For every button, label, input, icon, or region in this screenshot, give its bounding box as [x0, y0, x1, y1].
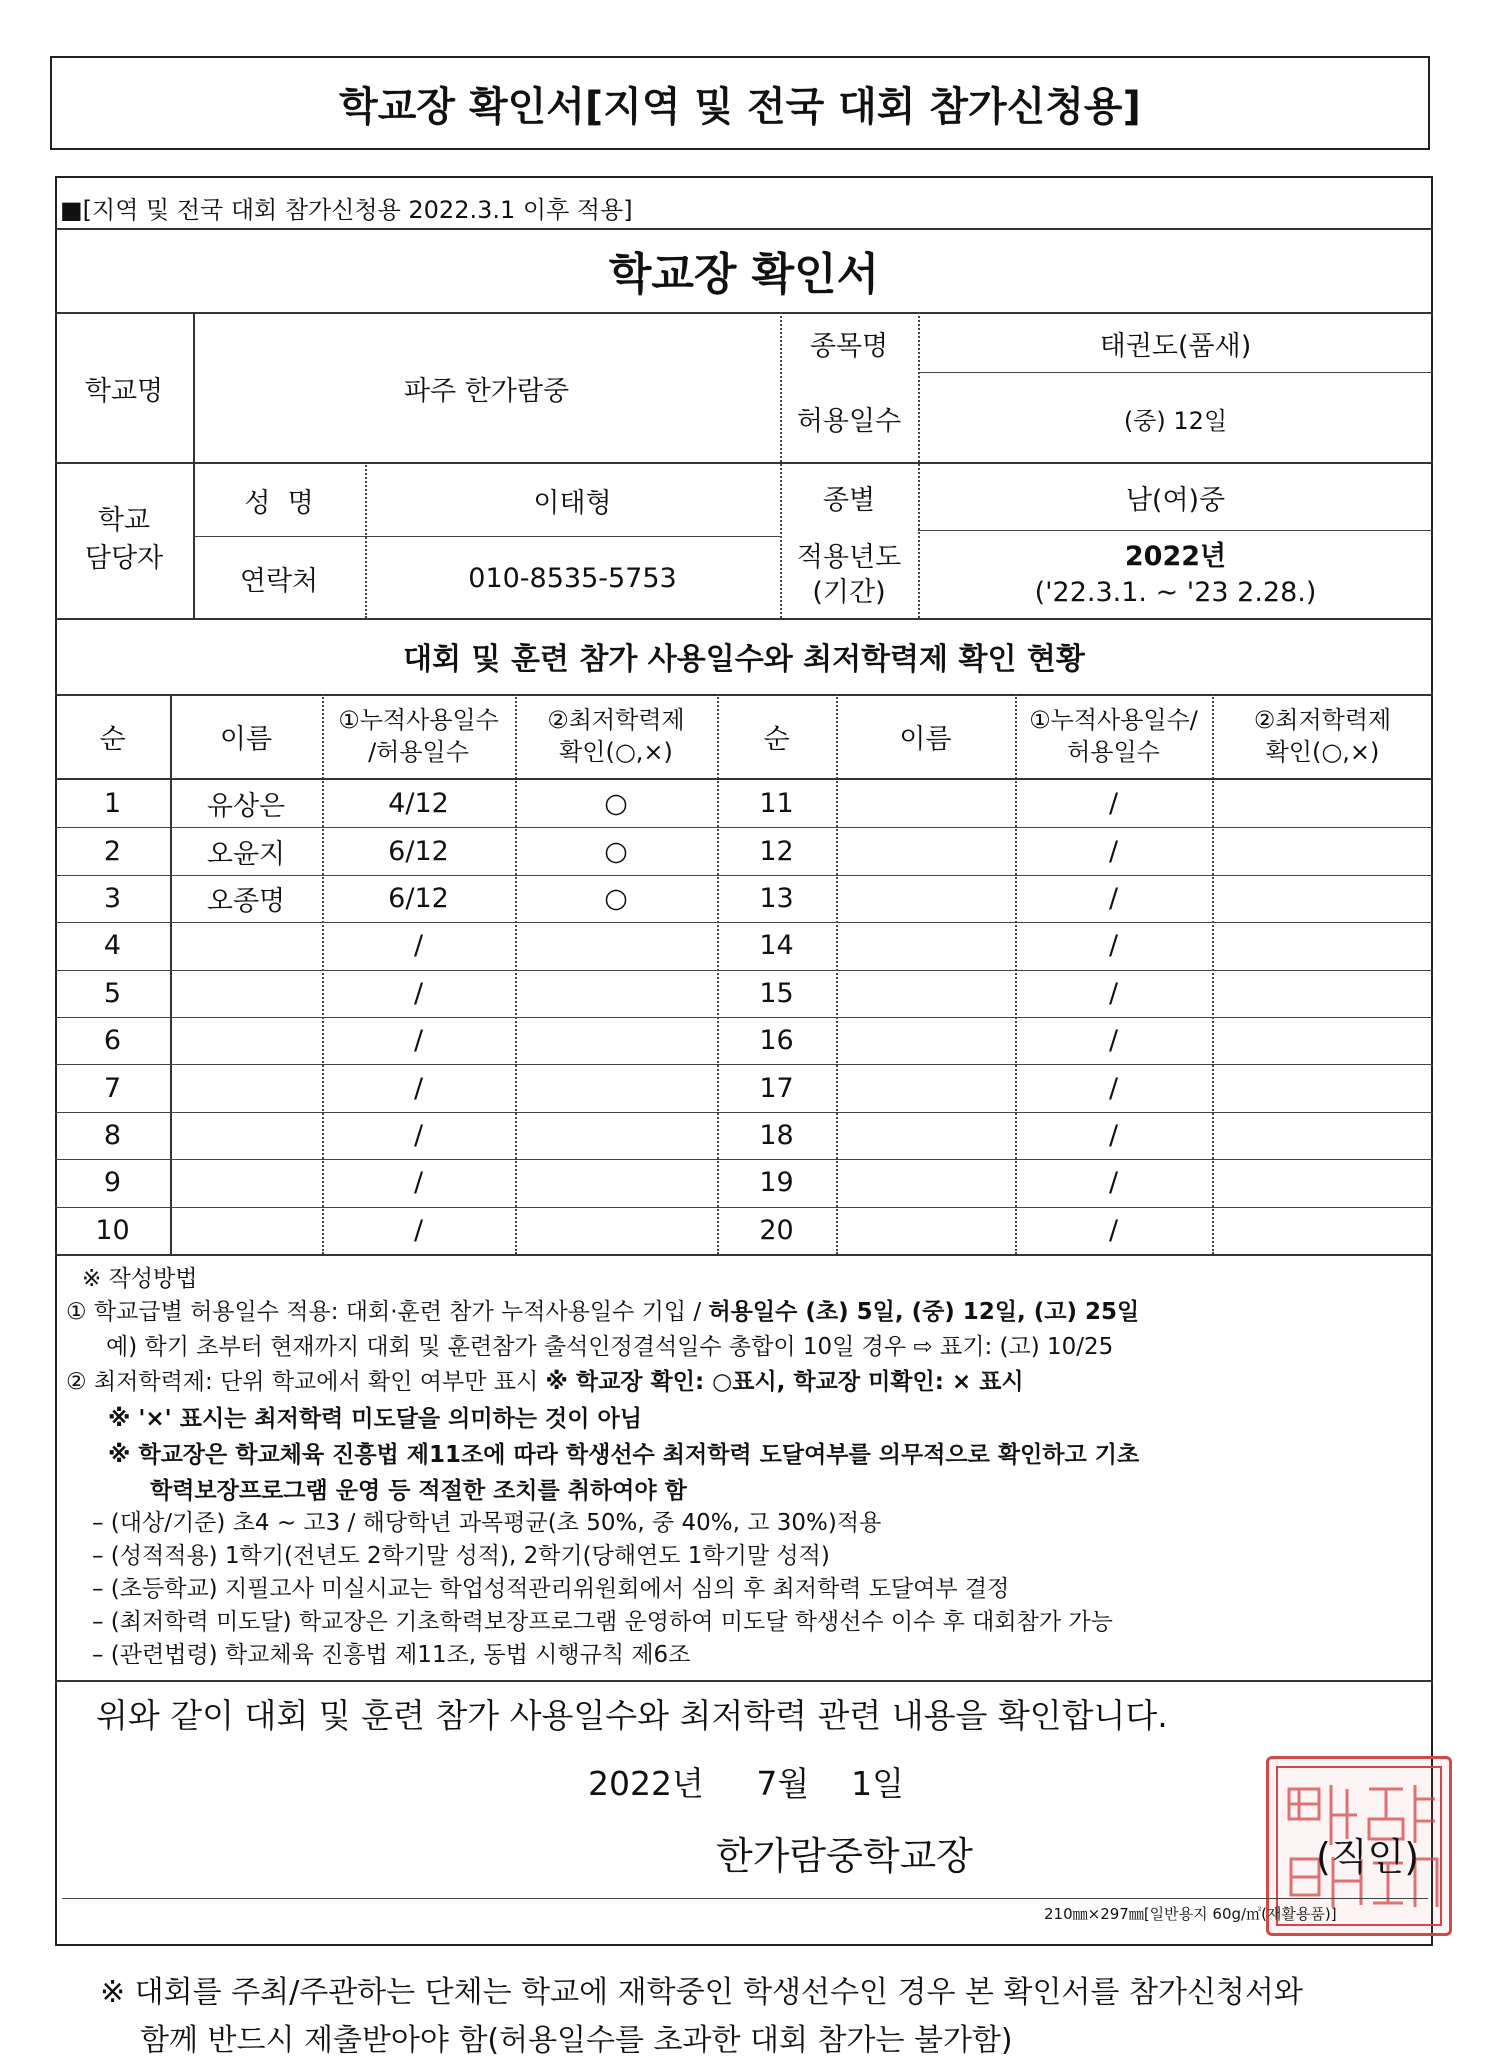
table-cell-left-name [170, 1064, 322, 1111]
table-cell-left-name [170, 1017, 322, 1064]
table-cell-right-no: 16 [759, 1025, 794, 1057]
year-value-line2: ('22.3.1. ~ '23 2.28.) [1034, 577, 1317, 608]
gender-value: 남(여)중 [1125, 484, 1226, 516]
table-cell-right-no: 11 [759, 788, 794, 820]
notes-heading: ※ 작성방법 [82, 1266, 198, 1292]
col-no-left: 순 [99, 723, 126, 755]
table-cell-left-check [515, 1207, 717, 1254]
manager-label-line1: 학교 [97, 505, 151, 537]
table-cell-right-name [836, 1112, 1015, 1159]
table-cell-left-no: 5 [103, 977, 122, 1009]
table-cell-left-no: 7 [103, 1072, 122, 1104]
table-cell-left-name [170, 1112, 322, 1159]
table-cell-right-days: / [1108, 882, 1119, 914]
contact-value: 010-8535-5753 [468, 562, 677, 594]
contact-label: 연락처 [239, 565, 319, 597]
table-cell-left-no: 9 [103, 1167, 122, 1199]
table-cell-right-check [1212, 1207, 1433, 1254]
table-cell-right-check [1212, 1017, 1433, 1064]
table-cell-right-days: / [1108, 1214, 1119, 1246]
school-label: 학교명 [84, 375, 164, 407]
table-cell-right-no: 13 [759, 882, 794, 914]
table-cell-left-check [515, 922, 717, 969]
notice-tag: ■[지역 및 전국 대회 참가신청용 2022.3.1 이후 적용] [60, 196, 633, 224]
table-cell-left-name [170, 970, 322, 1017]
table-cell-right-no: 19 [759, 1167, 794, 1199]
table-cell-right-name [836, 1017, 1015, 1064]
footer-note-2: 함께 반드시 제출받아야 함(허용일수를 초과한 대회 참가는 불가함) [140, 2023, 1013, 2058]
sport-label: 종목명 [809, 330, 889, 362]
table-cell-left-no: 2 [103, 835, 122, 867]
table-cell-left-days: 4/12 [388, 788, 449, 820]
table-cell-right-no: 15 [759, 977, 794, 1009]
col-days-left-line2: /허용일수 [368, 738, 469, 766]
principal-name: 한가람중학교장 [716, 1834, 973, 1878]
note-4: ※ '×' 표시는 최저학력 미도달을 의미하는 것이 아님 [108, 1406, 642, 1432]
note-3-text: ② 최저학력제: 단위 학교에서 확인 여부만 표시 [66, 1369, 546, 1395]
sign-date-day: 1일 [851, 1764, 905, 1803]
col-acad-right-line1: ②최저학력제 [1253, 705, 1392, 734]
col-name-right: 이름 [899, 723, 952, 755]
year-label-line2: (기간) [812, 577, 886, 608]
col-days-right-line2: 허용일수 [1067, 738, 1160, 766]
sign-date-month: 7월 [756, 1764, 810, 1803]
table-cell-right-no: 18 [759, 1119, 794, 1151]
table-cell-left-check [515, 1159, 717, 1206]
col-days-right [1015, 696, 1212, 776]
table-cell-left-days: 6/12 [388, 882, 449, 914]
table-caption: 대회 및 훈련 참가 사용일수와 최저학력제 확인 현황 [403, 642, 1085, 677]
note-1 [66, 1301, 1139, 1324]
note-10: – (최저학력 미도달) 학교장은 기초학력보장프로그램 운영하여 미도달 학생선수 이수 후 대회참가 가능 [92, 1609, 1113, 1635]
table-cell-right-no: 17 [759, 1072, 794, 1104]
header-title: 학교장 확인서[지역 및 전국 대회 참가신청용] [339, 83, 1141, 130]
table-cell-right-days: / [1108, 977, 1119, 1009]
note-9: – (초등학교) 지필고사 미실시교는 학업성적관리위원회에서 심의 후 최저학력 도달여부 결정 [92, 1576, 1010, 1602]
table-cell-right-days: / [1108, 835, 1119, 867]
table-cell-right-check [1212, 780, 1433, 827]
table-cell-left-name: 오종명 [206, 885, 286, 917]
table-cell-left-days: / [413, 1119, 424, 1151]
name-value: 이태형 [533, 487, 612, 519]
col-days-left-line1: ①누적사용일수 [338, 705, 499, 734]
table-cell-right-check [1212, 922, 1433, 969]
note-6: 학력보장프로그램 운영 등 적절한 조치를 취하여야 함 [150, 1478, 687, 1504]
table-cell-left-days: / [413, 1167, 424, 1199]
table-cell-left-days: / [413, 1025, 424, 1057]
note-2: 예) 학기 초부터 현재까지 대회 및 훈련참가 출석인정결석일수 총합이 10일 경우 ⇨ 표기: (고) 10/25 [106, 1334, 1114, 1360]
note-3 [66, 1371, 1024, 1394]
col-days-left [322, 696, 515, 776]
footer-note-1: ※ 대회를 주최/주관하는 단체는 학교에 재학중인 학생선수인 경우 본 확인서를 참가신청서와 [100, 1975, 1303, 2010]
year-value [918, 532, 1433, 618]
note-1-text: ① 학교급별 허용일수 적용: 대회·훈련 참가 누적사용일수 기입 / [66, 1299, 709, 1325]
col-acad-left-line2: 확인(○,×) [559, 738, 673, 766]
note-5: ※ 학교장은 학교체육 진흥법 제11조에 따라 학생선수 최저학력 도달여부를 의무적으로 확인하고 기초 [108, 1442, 1140, 1468]
table-cell-right-check [1212, 1112, 1433, 1159]
table-cell-right-name [836, 1064, 1015, 1111]
table-cell-right-name [836, 875, 1015, 922]
table-cell-right-check [1212, 1064, 1433, 1111]
school-value: 파주 한가람중 [403, 375, 570, 407]
col-acad-left [515, 696, 717, 776]
table-cell-right-name [836, 1159, 1015, 1206]
table-cell-right-days: / [1108, 1072, 1119, 1104]
table-cell-left-name [170, 922, 322, 969]
note-3-bold: ※ 학교장 확인: ○표시, 학교장 미확인: × 표시 [545, 1369, 1024, 1395]
table-cell-right-no: 20 [759, 1214, 794, 1246]
table-cell-left-check: ○ [604, 835, 628, 867]
table-cell-left-days: / [413, 930, 424, 962]
table-cell-right-check [1212, 827, 1433, 874]
allowed-days-label: 허용일수 [796, 405, 902, 437]
seal-label: (직인) [1316, 1835, 1420, 1879]
col-acad-right [1212, 696, 1433, 776]
table-cell-left-check [515, 970, 717, 1017]
year-value-line1: 2022년 [1124, 540, 1227, 572]
confirm-text: 위와 같이 대회 및 훈련 참가 사용일수와 최저학력 관련 내용을 확인합니다. [96, 1696, 1168, 1735]
table-cell-left-check [515, 1064, 717, 1111]
table-cell-left-no: 6 [103, 1025, 122, 1057]
form-title: 학교장 확인서 [608, 249, 880, 300]
header-title-box [50, 56, 1430, 150]
table-cell-left-check: ○ [604, 882, 628, 914]
allowed-days-value: (중) 12일 [1123, 406, 1228, 435]
table-cell-right-days: / [1108, 1167, 1119, 1199]
year-label-line1: 적용년도 [796, 541, 902, 573]
paper-spec: 210㎜×297㎜[일반용지 60g/㎡(재활용품)] [1044, 1905, 1337, 1923]
col-days-right-line1: ①누적사용일수/ [1029, 705, 1198, 734]
table-cell-left-check: ○ [604, 788, 628, 820]
sign-date-year: 2022년 [588, 1764, 704, 1803]
table-cell-right-check [1212, 1159, 1433, 1206]
table-cell-right-name [836, 780, 1015, 827]
table-cell-right-check [1212, 970, 1433, 1017]
table-cell-right-name [836, 1207, 1015, 1254]
table-cell-left-no: 4 [103, 930, 122, 962]
table-cell-left-name: 오윤지 [206, 838, 286, 870]
table-cell-right-name [836, 827, 1015, 874]
col-acad-right-line2: 확인(○,×) [1265, 738, 1380, 766]
note-1-bold: 허용일수 (초) 5일, (중) 12일, (고) 25일 [708, 1299, 1140, 1325]
sport-value: 태권도(품새) [1099, 330, 1252, 362]
table-cell-right-days: / [1108, 1119, 1119, 1151]
table-cell-left-check [515, 1112, 717, 1159]
table-cell-right-days: / [1108, 930, 1119, 962]
table-cell-left-no: 8 [103, 1119, 122, 1151]
table-cell-left-check [515, 1017, 717, 1064]
table-cell-right-name [836, 922, 1015, 969]
table-cell-right-check [1212, 875, 1433, 922]
table-cell-right-no: 14 [759, 930, 794, 962]
table-cell-right-days: / [1108, 1025, 1119, 1057]
table-cell-left-days: / [413, 1214, 424, 1246]
table-cell-left-name [170, 1207, 322, 1254]
table-cell-right-no: 12 [759, 835, 794, 867]
sign-date [588, 1758, 904, 1805]
note-7: – (대상/기준) 초4 ~ 고3 / 해당학년 과목평균(초 50%, 중 40%, 고 30%)적용 [92, 1510, 882, 1536]
table-cell-left-no: 10 [95, 1214, 130, 1246]
col-name-left: 이름 [219, 723, 273, 755]
col-acad-left-line1: ②최저학력제 [547, 705, 685, 734]
manager-label [55, 462, 193, 618]
note-8: – (성적적용) 1학기(전년도 2학기말 성적), 2학기(당해연도 1학기말 성적) [92, 1543, 830, 1569]
year-label [780, 532, 918, 618]
name-label: 성 명 [244, 487, 314, 519]
col-no-right: 순 [763, 723, 790, 755]
gender-label: 종별 [822, 484, 876, 516]
note-11: – (관련법령) 학교체육 진흥법 제11조, 동법 시행규칙 제6조 [92, 1642, 691, 1668]
table-cell-right-name [836, 970, 1015, 1017]
table-cell-left-no: 3 [103, 882, 122, 914]
table-cell-left-days: / [413, 1072, 424, 1104]
table-cell-right-days: / [1108, 788, 1119, 820]
table-cell-left-name: 유상은 [206, 791, 286, 823]
table-cell-left-no: 1 [103, 788, 122, 820]
table-cell-left-days: 6/12 [388, 835, 449, 867]
table-cell-left-name [170, 1159, 322, 1206]
table-cell-left-days: / [413, 977, 424, 1009]
manager-label-line2: 담당자 [84, 543, 164, 574]
